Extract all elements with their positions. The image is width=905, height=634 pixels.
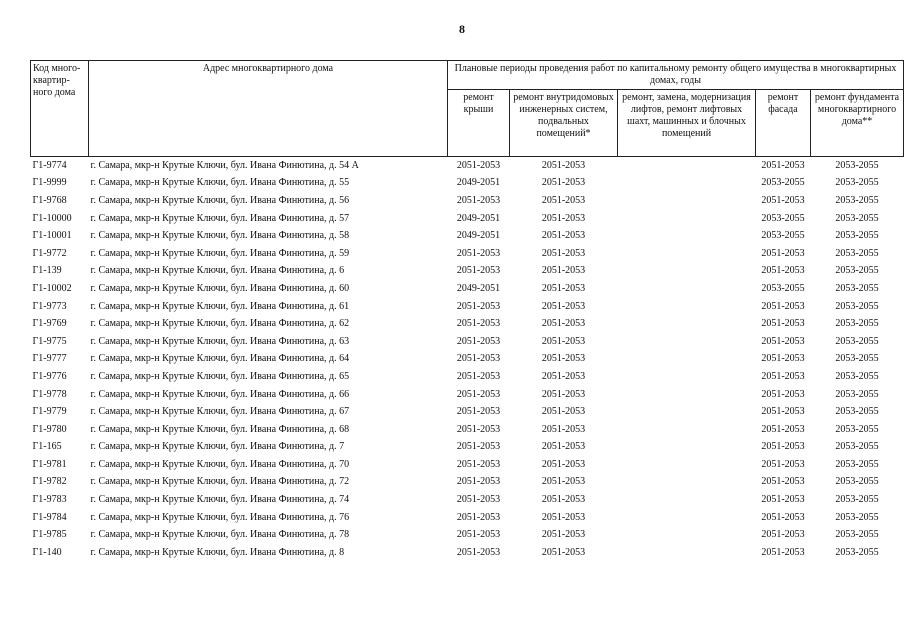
cell-foundation: 2053-2055 bbox=[835, 546, 879, 558]
cell-foundation: 2053-2055 bbox=[835, 230, 879, 242]
cell-facade: 2051-2053 bbox=[761, 370, 805, 382]
cell-address: г. Самара, мкр-н Крутые Ключи, бул. Ивана Финютина, д. 55 bbox=[90, 177, 350, 189]
cell-lifts bbox=[618, 491, 756, 509]
cell-address: г. Самара, мкр-н Крутые Ключи, бул. Ивана Финютина, д. 59 bbox=[90, 247, 350, 259]
cell-roof: 2051-2053 bbox=[456, 335, 501, 347]
cell-foundation: 2053-2055 bbox=[835, 300, 879, 312]
cell-roof: 2049-2051 bbox=[456, 177, 501, 189]
cell-roof: 2051-2053 bbox=[456, 300, 501, 312]
cell-address: г. Самара, мкр-н Крутые Ключи, бул. Ивана Финютина, д. 8 bbox=[90, 546, 345, 558]
cell-lifts bbox=[618, 245, 756, 263]
cell-code: Г1-9776 bbox=[32, 370, 67, 382]
cell-roof: 2051-2053 bbox=[456, 511, 501, 523]
cell-lifts bbox=[618, 298, 756, 316]
table-row bbox=[31, 157, 904, 175]
cell-engineering: 2051-2053 bbox=[541, 458, 586, 470]
cell-engineering: 2051-2053 bbox=[541, 318, 586, 330]
cell-code: Г1-9772 bbox=[32, 247, 67, 259]
cell-facade: 2051-2053 bbox=[761, 494, 805, 506]
cell-code: Г1-9999 bbox=[32, 177, 67, 189]
cell-code: Г1-9784 bbox=[32, 511, 67, 523]
table-row bbox=[31, 227, 904, 245]
cell-facade: 2051-2053 bbox=[761, 529, 805, 541]
cell-facade: 2053-2055 bbox=[761, 177, 805, 189]
cell-code: Г1-139 bbox=[32, 265, 62, 277]
table-row bbox=[31, 315, 904, 333]
cell-engineering: 2051-2053 bbox=[541, 406, 586, 418]
cell-lifts bbox=[618, 351, 756, 369]
cell-roof: 2051-2053 bbox=[456, 388, 501, 400]
cell-facade: 2053-2055 bbox=[761, 230, 805, 242]
cell-roof: 2051-2053 bbox=[456, 406, 501, 418]
table-row bbox=[31, 544, 904, 562]
cell-roof: 2051-2053 bbox=[456, 546, 501, 558]
cell-code: Г1-165 bbox=[32, 441, 62, 453]
cell-engineering: 2051-2053 bbox=[541, 194, 586, 206]
cell-address: г. Самара, мкр-н Крутые Ключи, бул. Ивана Финютина, д. 54 А bbox=[90, 159, 359, 171]
table-row bbox=[31, 456, 904, 474]
cell-facade: 2051-2053 bbox=[761, 318, 805, 330]
cell-engineering: 2051-2053 bbox=[541, 265, 586, 277]
cell-engineering: 2051-2053 bbox=[541, 388, 586, 400]
cell-facade: 2051-2053 bbox=[761, 388, 805, 400]
cell-facade: 2051-2053 bbox=[761, 194, 805, 206]
cell-roof: 2051-2053 bbox=[456, 529, 501, 541]
cell-code: Г1-9773 bbox=[32, 300, 67, 312]
cell-facade: 2051-2053 bbox=[761, 353, 805, 365]
cell-engineering: 2051-2053 bbox=[541, 546, 586, 558]
cell-foundation: 2053-2055 bbox=[835, 194, 879, 206]
cell-code: Г1-9777 bbox=[32, 353, 67, 365]
cell-foundation: 2053-2055 bbox=[835, 370, 879, 382]
cell-roof: 2049-2051 bbox=[456, 230, 501, 242]
cell-roof: 2051-2053 bbox=[456, 353, 501, 365]
header-facade: ремонт фасада bbox=[756, 90, 811, 157]
cell-facade: 2051-2053 bbox=[761, 335, 805, 347]
table-row bbox=[31, 175, 904, 193]
cell-code: Г1-9780 bbox=[32, 423, 67, 435]
table-row bbox=[31, 439, 904, 457]
table-row bbox=[31, 403, 904, 421]
cell-facade: 2051-2053 bbox=[761, 511, 805, 523]
cell-roof: 2051-2053 bbox=[456, 423, 501, 435]
cell-foundation: 2053-2055 bbox=[835, 282, 879, 294]
cell-lifts bbox=[618, 403, 756, 421]
table-row bbox=[31, 421, 904, 439]
cell-engineering: 2051-2053 bbox=[541, 423, 586, 435]
table-row bbox=[31, 509, 904, 527]
header-periods: Плановые периоды проведения работ по капитальному ремонту общего имущества в многоквартирных домах, годы bbox=[448, 61, 904, 90]
header-engineering: ремонт внутридомовых инженерных систем, подвальных помещений* bbox=[510, 90, 618, 157]
cell-address: г. Самара, мкр-н Крутые Ключи, бул. Ивана Финютина, д. 68 bbox=[90, 423, 350, 435]
cell-code: Г1-9779 bbox=[32, 406, 67, 418]
cell-lifts bbox=[618, 368, 756, 386]
cell-roof: 2049-2051 bbox=[456, 282, 501, 294]
cell-code: Г1-9774 bbox=[32, 159, 67, 171]
cell-foundation: 2053-2055 bbox=[835, 265, 879, 277]
cell-lifts bbox=[618, 474, 756, 492]
header-code: Код много-квартир-ного дома bbox=[31, 61, 89, 157]
cell-lifts bbox=[618, 227, 756, 245]
table-row bbox=[31, 280, 904, 298]
cell-foundation: 2053-2055 bbox=[835, 476, 879, 488]
cell-code: Г1-9782 bbox=[32, 476, 67, 488]
table-body bbox=[31, 157, 904, 562]
cell-lifts bbox=[618, 263, 756, 281]
cell-code: Г1-10002 bbox=[32, 282, 72, 294]
cell-facade: 2051-2053 bbox=[761, 300, 805, 312]
cell-lifts bbox=[618, 333, 756, 351]
table-row bbox=[31, 351, 904, 369]
cell-engineering: 2051-2053 bbox=[541, 441, 586, 453]
cell-address: г. Самара, мкр-н Крутые Ключи, бул. Ивана Финютина, д. 72 bbox=[90, 476, 350, 488]
cell-foundation: 2053-2055 bbox=[835, 458, 879, 470]
cell-foundation: 2053-2055 bbox=[835, 529, 879, 541]
cell-lifts bbox=[618, 175, 756, 193]
header-foundation: ремонт фундамента многоквартирного дома** bbox=[811, 90, 904, 157]
cell-lifts bbox=[618, 192, 756, 210]
cell-foundation: 2053-2055 bbox=[835, 353, 879, 365]
header-address: Адрес многоквартирного дома bbox=[89, 61, 448, 157]
cell-foundation: 2053-2055 bbox=[835, 177, 879, 189]
cell-engineering: 2051-2053 bbox=[541, 529, 586, 541]
cell-facade: 2051-2053 bbox=[761, 423, 805, 435]
cell-lifts bbox=[618, 526, 756, 544]
cell-lifts bbox=[618, 544, 756, 562]
table-row bbox=[31, 526, 904, 544]
cell-foundation: 2053-2055 bbox=[835, 423, 879, 435]
page-number: 8 bbox=[459, 22, 465, 36]
cell-engineering: 2051-2053 bbox=[541, 177, 586, 189]
cell-address: г. Самара, мкр-н Крутые Ключи, бул. Ивана Финютина, д. 57 bbox=[90, 212, 350, 224]
cell-address: г. Самара, мкр-н Крутые Ключи, бул. Ивана Финютина, д. 66 bbox=[90, 388, 350, 400]
cell-roof: 2051-2053 bbox=[456, 458, 501, 470]
table-row bbox=[31, 192, 904, 210]
cell-engineering: 2051-2053 bbox=[541, 476, 586, 488]
cell-address: г. Самара, мкр-н Крутые Ключи, бул. Ивана Финютина, д. 7 bbox=[90, 441, 345, 453]
cell-address: г. Самара, мкр-н Крутые Ключи, бул. Ивана Финютина, д. 70 bbox=[90, 458, 350, 470]
cell-lifts bbox=[618, 157, 756, 175]
cell-facade: 2051-2053 bbox=[761, 159, 805, 171]
cell-foundation: 2053-2055 bbox=[835, 388, 879, 400]
cell-address: г. Самара, мкр-н Крутые Ключи, бул. Ивана Финютина, д. 76 bbox=[90, 511, 350, 523]
table-row bbox=[31, 386, 904, 404]
table-header bbox=[31, 61, 904, 157]
cell-engineering: 2051-2053 bbox=[541, 230, 586, 242]
cell-address: г. Самара, мкр-н Крутые Ключи, бул. Ивана Финютина, д. 58 bbox=[90, 230, 350, 242]
cell-roof: 2051-2053 bbox=[456, 194, 501, 206]
header-roof: ремонт крыши bbox=[448, 90, 510, 157]
cell-code: Г1-9778 bbox=[32, 388, 67, 400]
cell-engineering: 2051-2053 bbox=[541, 353, 586, 365]
cell-code: Г1-9785 bbox=[32, 529, 67, 541]
cell-facade: 2051-2053 bbox=[761, 546, 805, 558]
cell-lifts bbox=[618, 509, 756, 527]
cell-address: г. Самара, мкр-н Крутые Ключи, бул. Ивана Финютина, д. 60 bbox=[90, 282, 350, 294]
cell-code: Г1-10000 bbox=[32, 212, 72, 224]
cell-roof: 2051-2053 bbox=[456, 441, 501, 453]
cell-lifts bbox=[618, 210, 756, 228]
cell-lifts bbox=[618, 456, 756, 474]
cell-address: г. Самара, мкр-н Крутые Ключи, бул. Ивана Финютина, д. 78 bbox=[90, 529, 350, 541]
cell-foundation: 2053-2055 bbox=[835, 247, 879, 259]
cell-roof: 2051-2053 bbox=[456, 370, 501, 382]
cell-address: г. Самара, мкр-н Крутые Ключи, бул. Ивана Финютина, д. 64 bbox=[90, 353, 350, 365]
table-row bbox=[31, 491, 904, 509]
cell-engineering: 2051-2053 bbox=[541, 300, 586, 312]
cell-foundation: 2053-2055 bbox=[835, 511, 879, 523]
cell-address: г. Самара, мкр-н Крутые Ключи, бул. Ивана Финютина, д. 74 bbox=[90, 494, 350, 506]
table-row bbox=[31, 368, 904, 386]
cell-foundation: 2053-2055 bbox=[835, 335, 879, 347]
cell-address: г. Самара, мкр-н Крутые Ключи, бул. Ивана Финютина, д. 6 bbox=[90, 265, 345, 277]
table-row bbox=[31, 263, 904, 281]
cell-roof: 2051-2053 bbox=[456, 476, 501, 488]
cell-lifts bbox=[618, 439, 756, 457]
cell-address: г. Самара, мкр-н Крутые Ключи, бул. Ивана Финютина, д. 62 bbox=[90, 318, 350, 330]
cell-code: Г1-10001 bbox=[32, 230, 72, 242]
cell-code: Г1-9768 bbox=[32, 194, 67, 206]
cell-foundation: 2053-2055 bbox=[835, 494, 879, 506]
cell-facade: 2051-2053 bbox=[761, 441, 805, 453]
cell-engineering: 2051-2053 bbox=[541, 159, 586, 171]
cell-code: Г1-9775 bbox=[32, 335, 67, 347]
cell-lifts bbox=[618, 386, 756, 404]
cell-engineering: 2051-2053 bbox=[541, 282, 586, 294]
header-lifts: ремонт, замена, модернизация лифтов, ремонт лифтовых шахт, машинных и блочных помещений bbox=[618, 90, 756, 157]
cell-facade: 2051-2053 bbox=[761, 247, 805, 259]
cell-address: г. Самара, мкр-н Крутые Ключи, бул. Ивана Финютина, д. 67 bbox=[90, 406, 350, 418]
table-row bbox=[31, 333, 904, 351]
cell-engineering: 2051-2053 bbox=[541, 511, 586, 523]
cell-foundation: 2053-2055 bbox=[835, 159, 879, 171]
cell-code: Г1-9781 bbox=[32, 458, 67, 470]
table-row bbox=[31, 245, 904, 263]
cell-roof: 2051-2053 bbox=[456, 265, 501, 277]
cell-foundation: 2053-2055 bbox=[835, 212, 879, 224]
cell-roof: 2051-2053 bbox=[456, 159, 501, 171]
cell-address: г. Самара, мкр-н Крутые Ключи, бул. Ивана Финютина, д. 61 bbox=[90, 300, 350, 312]
cell-engineering: 2051-2053 bbox=[541, 335, 586, 347]
table-row bbox=[31, 298, 904, 316]
cell-engineering: 2051-2053 bbox=[541, 212, 586, 224]
cell-facade: 2051-2053 bbox=[761, 476, 805, 488]
table-row bbox=[31, 210, 904, 228]
cell-address: г. Самара, мкр-н Крутые Ключи, бул. Ивана Финютина, д. 63 bbox=[90, 335, 350, 347]
cell-facade: 2051-2053 bbox=[761, 406, 805, 418]
cell-facade: 2051-2053 bbox=[761, 265, 805, 277]
repair-schedule-table bbox=[30, 60, 904, 562]
cell-foundation: 2053-2055 bbox=[835, 441, 879, 453]
cell-code: Г1-140 bbox=[32, 546, 62, 558]
table-row bbox=[31, 474, 904, 492]
cell-roof: 2051-2053 bbox=[456, 247, 501, 259]
cell-roof: 2051-2053 bbox=[456, 318, 501, 330]
cell-engineering: 2051-2053 bbox=[541, 494, 586, 506]
cell-lifts bbox=[618, 315, 756, 333]
cell-roof: 2051-2053 bbox=[456, 494, 501, 506]
cell-address: г. Самара, мкр-н Крутые Ключи, бул. Ивана Финютина, д. 56 bbox=[90, 194, 350, 206]
cell-lifts bbox=[618, 280, 756, 298]
cell-code: Г1-9769 bbox=[32, 318, 67, 330]
cell-lifts bbox=[618, 421, 756, 439]
cell-foundation: 2053-2055 bbox=[835, 406, 879, 418]
cell-address: г. Самара, мкр-н Крутые Ключи, бул. Ивана Финютина, д. 65 bbox=[90, 370, 350, 382]
cell-foundation: 2053-2055 bbox=[835, 318, 879, 330]
cell-roof: 2049-2051 bbox=[456, 212, 501, 224]
cell-facade: 2051-2053 bbox=[761, 458, 805, 470]
cell-code: Г1-9783 bbox=[32, 494, 67, 506]
cell-engineering: 2051-2053 bbox=[541, 370, 586, 382]
cell-facade: 2053-2055 bbox=[761, 282, 805, 294]
cell-engineering: 2051-2053 bbox=[541, 247, 586, 259]
cell-facade: 2053-2055 bbox=[761, 212, 805, 224]
